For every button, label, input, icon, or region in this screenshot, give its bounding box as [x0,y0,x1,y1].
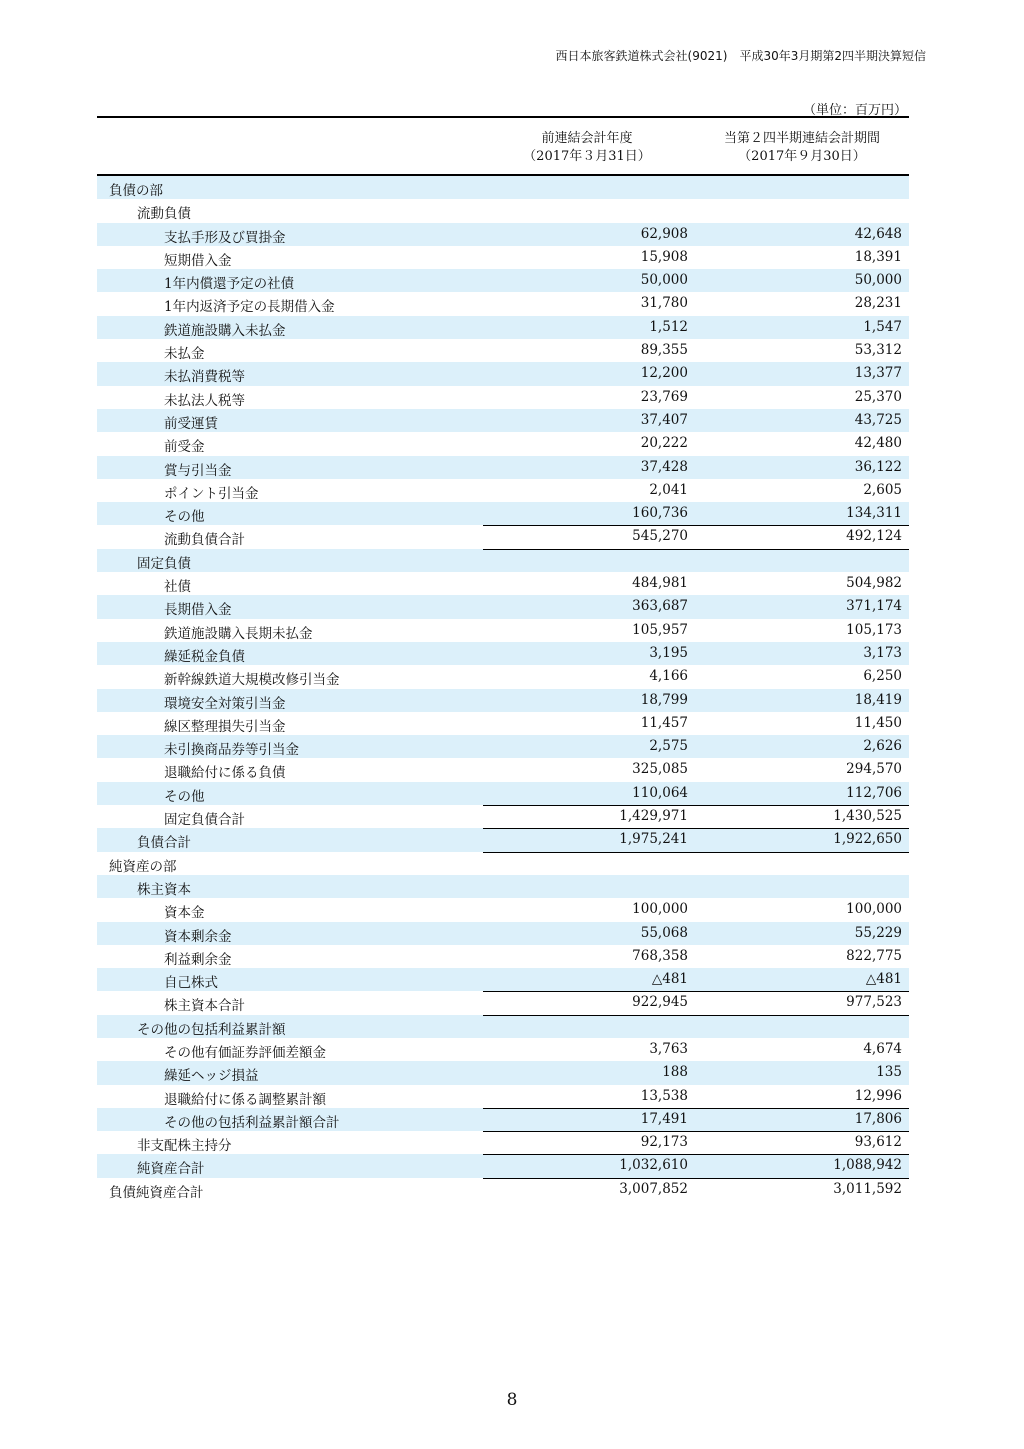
value-curr: 135 [876,1064,902,1081]
subtotal-rule [483,525,909,526]
value-prev: 363,687 [632,598,688,615]
value-prev: 1,429,971 [619,808,688,825]
table-row [97,1015,909,1038]
value-prev: 160,736 [632,505,688,522]
value-prev: 37,407 [640,411,688,428]
row-label: 繰延税金負債 [164,648,245,665]
table-row [97,689,909,712]
row-label: 新幹線鉄道大規模改修引当金 [164,672,340,689]
row-label: 未払法人税等 [164,392,245,409]
table-row [97,269,909,292]
row-label: 短期借入金 [164,252,232,269]
row-label: 環境安全対策引当金 [164,695,286,712]
table-row [97,852,909,875]
value-prev: 922,945 [632,994,688,1011]
value-prev: 3,763 [649,1040,688,1057]
table-row [97,1061,909,1084]
value-curr: 492,124 [846,528,902,545]
table-row [97,456,909,479]
value-prev: 37,428 [640,458,688,475]
table-row [97,945,909,968]
row-label: 負債純資産合計 [109,1184,204,1201]
table-row [97,1085,909,1108]
value-prev: 1,975,241 [619,831,688,848]
subtotal-rule [483,1015,909,1016]
value-curr: 371,174 [846,598,902,615]
table-row [97,479,909,502]
value-prev: 20,222 [640,435,688,452]
value-prev: 89,355 [640,342,688,359]
value-prev: 50,000 [640,272,688,289]
row-label: 前受運賃 [164,415,218,432]
table-row [97,758,909,781]
value-prev: 768,358 [632,947,688,964]
table-row [97,735,909,758]
page-number: 8 [506,1390,518,1410]
row-label: 未払消費税等 [164,369,245,386]
balance-sheet-table [97,116,909,1201]
row-label: 自己株式 [164,975,218,992]
value-prev: 18,799 [640,691,688,708]
unit-label: （単位：百万円） [802,103,907,118]
subtotal-rule [483,1178,909,1179]
table-row [97,665,909,688]
row-label: 流動負債 [137,206,191,223]
row-label: 純資産合計 [137,1161,205,1178]
row-label: 鉄道施設購入長期未払金 [164,625,313,642]
value-prev: 13,538 [640,1087,688,1104]
value-curr: 36,122 [854,458,902,475]
subtotal-rule [483,828,909,829]
column-header-curr-title: 当第２四半期連結会計期間 [723,131,880,146]
table-row [97,362,909,385]
value-curr: 13,377 [854,365,902,382]
row-label: 線区整理損失引当金 [164,718,286,735]
table-row [97,502,909,525]
value-curr: 112,706 [846,784,902,801]
table-row [97,223,909,246]
table-row [97,199,909,222]
row-label: 非支配株主持分 [137,1138,232,1155]
value-curr: 53,312 [854,342,902,359]
table-row [97,898,909,921]
table-row [97,432,909,455]
row-label: 資本剰余金 [164,928,232,945]
row-label: 賞与引当金 [164,462,232,479]
value-prev: 188 [662,1064,688,1081]
value-prev: 11,457 [640,714,688,731]
value-curr: 4,674 [863,1040,902,1057]
table-row [97,1131,909,1154]
value-prev: 484,981 [632,575,688,592]
table-row [97,339,909,362]
value-curr: 2,626 [863,738,902,755]
table-row [97,1108,909,1131]
row-label: その他 [164,509,205,526]
row-label: 流動負債合計 [164,532,245,549]
value-curr: 18,391 [854,248,902,265]
table-row [97,316,909,339]
subtotal-rule [483,991,909,992]
value-curr: 100,000 [846,901,902,918]
table-body [97,176,909,1201]
row-label: 前受金 [164,439,205,456]
subtotal-rule [483,805,909,806]
row-label: 株主資本合計 [164,998,245,1015]
value-curr: 3,173 [863,644,902,661]
table-row [97,595,909,618]
row-label: 純資産の部 [109,858,177,875]
value-curr: 42,480 [854,435,902,452]
value-prev: 105,957 [632,621,688,638]
row-label: 退職給付に係る調整累計額 [164,1091,326,1108]
row-label: 未引換商品券等引当金 [164,742,299,759]
subtotal-rule [483,1108,909,1109]
table-row [97,549,909,572]
value-curr: 50,000 [854,272,902,289]
value-curr: 294,570 [846,761,902,778]
table-row [97,246,909,269]
table-row [97,1154,909,1177]
value-curr: 12,996 [854,1087,902,1104]
value-prev: 4,166 [649,668,688,685]
value-prev: 545,270 [632,528,688,545]
subtotal-rule [483,1154,909,1155]
value-prev: 3,195 [649,644,688,661]
row-label: その他 [164,788,205,805]
value-curr: △481 [865,971,902,988]
column-header-prev [487,130,687,166]
table-row [97,828,909,851]
table-row [97,386,909,409]
value-curr: 28,231 [854,295,902,312]
row-label: 退職給付に係る負債 [164,765,286,782]
value-curr: 134,311 [846,505,902,522]
value-curr: 55,229 [854,924,902,941]
value-prev: 15,908 [640,248,688,265]
value-prev: 62,908 [640,225,688,242]
table-row [97,525,909,548]
table-row [97,409,909,432]
table-row [97,805,909,828]
value-curr: 1,088,942 [833,1157,902,1174]
row-label: 固定負債合計 [164,812,245,829]
value-curr: 105,173 [846,621,902,638]
table-row [97,1038,909,1061]
value-prev: 2,041 [649,481,688,498]
value-curr: 1,547 [863,318,902,335]
row-label: 1年内償還予定の社債 [164,276,295,293]
table-row [97,176,909,199]
column-header-prev-date: （2017年３月31日） [523,149,651,164]
value-prev: 23,769 [640,388,688,405]
value-curr: 25,370 [854,388,902,405]
table-row [97,991,909,1014]
value-prev: 110,064 [632,784,688,801]
value-curr: 93,612 [854,1134,902,1151]
row-label: 支払手形及び買掛金 [164,229,286,246]
column-header-curr [697,130,907,166]
value-prev: 17,491 [640,1110,688,1127]
value-curr: 17,806 [854,1110,902,1127]
value-curr: 822,775 [846,947,902,964]
value-curr: 1,922,650 [833,831,902,848]
row-label: 固定負債 [137,555,191,572]
row-label: 社債 [164,579,191,596]
table-row [97,782,909,805]
row-label: ポイント引当金 [164,485,259,502]
row-label: 未払金 [164,346,205,363]
table-row [97,1178,909,1201]
value-curr: 11,450 [854,714,902,731]
row-label: その他有価証券評価差額金 [164,1044,326,1061]
row-label: 負債合計 [137,835,191,852]
table-row [97,572,909,595]
value-prev: 2,575 [649,738,688,755]
table-row [97,712,909,735]
table-row [97,922,909,945]
column-header [97,118,909,176]
value-curr: 504,982 [846,575,902,592]
subtotal-rule [483,549,909,550]
row-label: その他の包括利益累計額合計 [164,1114,340,1131]
row-label: その他の包括利益累計額 [137,1021,286,1038]
value-curr: 2,605 [863,481,902,498]
row-label: 資本金 [164,905,205,922]
row-label: 株主資本 [137,881,191,898]
value-prev: 31,780 [640,295,688,312]
subtotal-rule [483,1131,909,1132]
row-label: 負債の部 [109,183,163,199]
column-header-prev-title: 前連結会計年度 [541,131,633,146]
value-curr: 42,648 [854,225,902,242]
value-prev: 325,085 [632,761,688,778]
value-curr: 3,011,592 [833,1180,902,1197]
value-prev: 12,200 [640,365,688,382]
row-label: 繰延ヘッジ損益 [164,1068,259,1085]
table-row [97,642,909,665]
value-prev: 92,173 [640,1134,688,1151]
document-header: 西日本旅客鉄道株式会社(9021) 平成30年3月期第2四半期決算短信 [555,49,926,63]
value-prev: 55,068 [640,924,688,941]
row-label: 1年内返済予定の長期借入金 [164,299,335,316]
row-label: 利益剰余金 [164,951,232,968]
row-label: 鉄道施設購入未払金 [164,322,286,339]
value-curr: 977,523 [846,994,902,1011]
value-curr: 18,419 [854,691,902,708]
subtotal-rule [483,852,909,853]
value-curr: 43,725 [854,411,902,428]
row-label: 長期借入金 [164,602,232,619]
value-curr: 6,250 [863,668,902,685]
table-row [97,292,909,315]
table-row [97,619,909,642]
table-row [97,968,909,991]
value-prev: △481 [651,971,688,988]
value-prev: 3,007,852 [619,1180,688,1197]
value-prev: 100,000 [632,901,688,918]
column-header-curr-date: （2017年９月30日） [738,149,866,164]
value-prev: 1,512 [649,318,688,335]
value-curr: 1,430,525 [833,808,902,825]
value-prev: 1,032,610 [619,1157,688,1174]
table-row [97,875,909,898]
